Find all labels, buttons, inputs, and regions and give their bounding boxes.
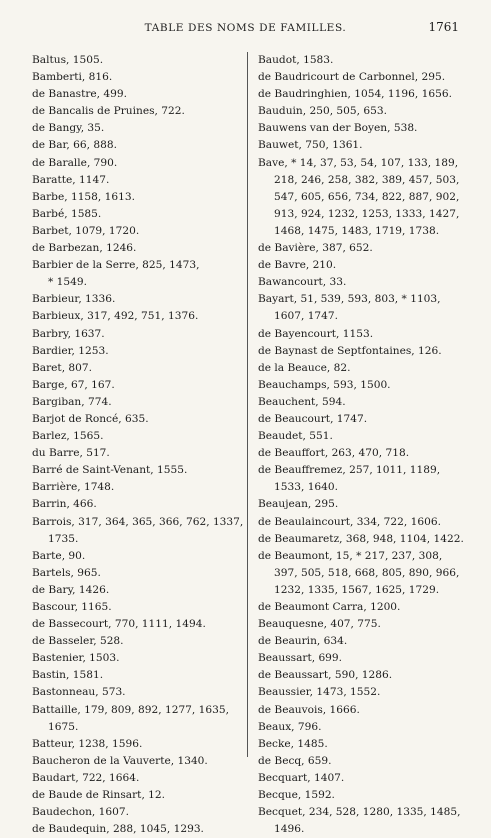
index-entry — [32, 599, 240, 616]
index-entry-line: de Baralle, 790. — [32, 156, 118, 169]
index-entry-line: de Bassecourt, 770, 1111, 1494. — [32, 618, 206, 631]
index-entry-line: Becke, 1485. — [258, 737, 328, 750]
index-entry — [32, 702, 240, 736]
index-entry-line: Baratte, 1147. — [32, 173, 110, 186]
index-entry — [32, 172, 240, 189]
index-entry — [258, 103, 464, 120]
index-entry — [258, 274, 464, 291]
index-entry — [258, 240, 464, 257]
index-entry-line: Beauchamps, 593, 1500. — [258, 378, 391, 391]
index-entry-line: Bauwet, 750, 1361. — [258, 139, 363, 152]
index-entry — [32, 548, 240, 565]
index-entry — [32, 103, 240, 120]
index-entry-continuation: 547, 605, 656, 734, 822, 887, 902, — [274, 190, 460, 203]
index-entry-line: Barré de Saint-Venant, 1555. — [32, 464, 188, 477]
index-entry-line: Barbet, 1079, 1720. — [32, 224, 140, 237]
index-entry-line: Barjot de Roncé, 635. — [32, 412, 149, 425]
index-entry-line: de Baudequin, 288, 1045, 1293. — [32, 823, 204, 836]
index-entry — [32, 69, 240, 86]
index-entry-line: Beaudet, 551. — [258, 430, 333, 443]
index-entry-line: Beaussart, 699. — [258, 652, 343, 665]
index-entry — [258, 770, 464, 787]
index-entry — [258, 462, 464, 496]
index-entry-line: de la Beauce, 82. — [258, 361, 351, 374]
index-entry-line: Becquet, 234, 528, 1280, 1335, 1485, — [258, 806, 461, 819]
index-entry-continuation: 218, 246, 258, 382, 389, 457, 503, — [274, 173, 460, 186]
column-divider — [247, 52, 248, 757]
index-entry — [258, 343, 464, 360]
index-entry-continuation: * 1549. — [48, 276, 87, 289]
index-entry-line: de Bar, 66, 888. — [32, 139, 117, 152]
index-entry — [258, 736, 464, 753]
index-entry — [32, 308, 240, 325]
index-entry-line: Bargiban, 774. — [32, 395, 112, 408]
index-entry — [32, 650, 240, 667]
index-entry-line: de Bary, 1426. — [32, 583, 110, 596]
index-entry — [258, 496, 464, 513]
index-entry — [258, 411, 464, 428]
index-entry — [32, 496, 240, 513]
index-entry-continuation: 1232, 1335, 1567, 1625, 1729. — [274, 583, 440, 596]
index-entry — [32, 684, 240, 701]
index-entry — [32, 736, 240, 753]
index-entry-continuation: 1533, 1640. — [274, 481, 339, 494]
index-entry — [258, 650, 464, 667]
index-entry-line: Beaujean, 295. — [258, 498, 339, 511]
index-entry-line: Barte, 90. — [32, 549, 86, 562]
index-entry — [32, 787, 240, 804]
index-entry — [32, 667, 240, 684]
index-entry-line: de Beaumaretz, 368, 948, 1104, 1422. — [258, 532, 464, 545]
index-entry — [32, 462, 240, 479]
index-entry — [258, 804, 464, 838]
index-entry — [32, 377, 240, 394]
index-entry — [32, 86, 240, 103]
index-entry-line: de Beauffort, 263, 470, 718. — [258, 447, 410, 460]
index-entry — [258, 120, 464, 137]
index-entry — [32, 804, 240, 821]
index-entry-line: Baudart, 722, 1664. — [32, 771, 140, 784]
index-entry — [258, 52, 464, 69]
index-entry-line: Baudechon, 1607. — [32, 806, 129, 819]
index-entry — [258, 377, 464, 394]
index-entry-line: de Bangy, 35. — [32, 122, 105, 135]
index-entry-line: de Beaumont, 15, * 217, 237, 308, — [258, 549, 443, 562]
index-entry — [32, 428, 240, 445]
index-entry-line: Barbier de la Serre, 825, 1473, — [32, 259, 200, 272]
index-entry-line: de Baudringhien, 1054, 1196, 1656. — [258, 88, 452, 101]
index-entry-line: Baret, 807. — [32, 361, 93, 374]
index-entry-line: Bastin, 1581. — [32, 669, 104, 682]
index-entry-line: Baucheron de la Vauverte, 1340. — [32, 754, 208, 767]
index-entry — [32, 753, 240, 770]
index-entry-line: de Beauvois, 1666. — [258, 703, 360, 716]
index-entry — [258, 548, 464, 599]
index-entry-line: Becque, 1592. — [258, 789, 335, 802]
index-entry — [258, 394, 464, 411]
index-entry-line: Barrière, 1748. — [32, 481, 115, 494]
index-entry — [258, 702, 464, 719]
index-entry-line: de Beaussart, 590, 1286. — [258, 669, 393, 682]
index-entry — [258, 86, 464, 103]
index-entry — [32, 514, 244, 548]
index-entry — [32, 394, 240, 411]
index-entry-line: Bawancourt, 33. — [258, 276, 347, 289]
index-entry — [32, 137, 240, 154]
index-entry-line: Bastenier, 1503. — [32, 652, 120, 665]
index-entry-continuation: 1735. — [48, 532, 79, 545]
index-entry-line: Barbieur, 1336. — [32, 293, 116, 306]
index-entry-line: Battaille, 179, 809, 892, 1277, 1635, — [32, 703, 229, 716]
index-entry-line: de Beaurin, 634. — [258, 635, 348, 648]
index-entry-line: Barbieux, 317, 492, 751, 1376. — [32, 310, 199, 323]
index-entry — [32, 770, 240, 787]
index-entry-line: de Baude de Rinsart, 12. — [32, 789, 166, 802]
index-entry-line: Bave, * 14, 37, 53, 54, 107, 133, 189, — [258, 156, 459, 169]
index-entry — [32, 326, 240, 343]
index-entry — [258, 257, 464, 274]
index-entry-line: Beauchent, 594. — [258, 395, 346, 408]
index-entry-continuation: 1496. — [274, 823, 305, 836]
index-entry-line: de Barbezan, 1246. — [32, 242, 137, 255]
index-entry-line: Bascour, 1165. — [32, 601, 112, 613]
page-title: TABLE DES NOMS DE FAMILLES. — [144, 22, 347, 34]
index-entry-continuation: 913, 924, 1232, 1253, 1333, 1427, — [274, 207, 460, 220]
index-entry-line: Barrin, 466. — [32, 498, 97, 511]
index-entry — [32, 52, 240, 69]
index-entry-line: de Beaulaincourt, 334, 722, 1606. — [258, 515, 441, 528]
index-entry — [258, 667, 464, 684]
index-entry — [32, 343, 240, 360]
index-entry — [258, 445, 464, 462]
index-entry-line: de Basseler, 528. — [32, 635, 124, 648]
index-entry-line: Bauwens van der Boyen, 538. — [258, 122, 418, 135]
index-entry — [258, 531, 464, 548]
left-index-column — [32, 52, 244, 838]
index-entry — [32, 360, 240, 377]
index-entry-line: de Beaumont Carra, 1200. — [258, 601, 401, 613]
index-entry — [32, 565, 240, 582]
index-entry-line: Bartels, 965. — [32, 566, 101, 579]
right-index-column — [258, 52, 464, 838]
index-entry — [32, 445, 240, 462]
index-entry-line: Bayart, 51, 539, 593, 803, * 1103, — [258, 293, 441, 306]
index-entry — [32, 411, 240, 428]
index-entry-line: Beaux, 796. — [258, 720, 322, 733]
index-entry-line: Becquart, 1407. — [258, 771, 345, 784]
index-entry — [258, 137, 464, 154]
index-entry — [258, 428, 464, 445]
index-entry — [32, 633, 240, 650]
index-entry-line: de Bavière, 387, 652. — [258, 242, 373, 255]
index-entry — [258, 69, 464, 86]
index-entry — [32, 206, 240, 223]
index-entry — [258, 155, 464, 240]
index-entry — [32, 223, 240, 240]
index-entry-continuation: 1675. — [48, 720, 79, 733]
index-entry — [32, 616, 240, 633]
index-entry-continuation: 397, 505, 518, 668, 805, 890, 966, — [274, 566, 460, 579]
index-entry — [32, 120, 240, 137]
index-entry — [32, 582, 240, 599]
page-number: 1761 — [428, 20, 459, 34]
index-entry-line: de Beauffremez, 257, 1011, 1189, — [258, 464, 441, 477]
index-entry — [32, 189, 240, 206]
page-header — [0, 18, 491, 38]
index-entry — [258, 326, 464, 343]
index-entry — [258, 787, 464, 804]
index-entry-line: Bamberti, 816. — [32, 71, 113, 84]
index-entry — [258, 360, 464, 377]
index-entry-line: de Baudricourt de Carbonnel, 295. — [258, 71, 446, 84]
index-entry — [32, 291, 240, 308]
index-entry-line: Bastonneau, 573. — [32, 686, 126, 699]
index-entry-line: de Bancalis de Pruines, 722. — [32, 105, 185, 118]
index-entry-continuation: 1607, 1747. — [274, 310, 339, 323]
index-entry-line: de Beaucourt, 1747. — [258, 412, 368, 425]
index-entry-line: Batteur, 1238, 1596. — [32, 737, 143, 750]
index-entry-line: Beaussier, 1473, 1552. — [258, 686, 381, 699]
index-entry — [32, 479, 240, 496]
index-entry-line: Barbry, 1637. — [32, 327, 105, 340]
index-entry-line: Baltus, 1505. — [32, 54, 104, 66]
index-entry — [258, 291, 464, 325]
index-entry-line: Baudot, 1583. — [258, 54, 334, 66]
index-entry-line: Barlez, 1565. — [32, 430, 104, 443]
index-entry-line: Bardier, 1253. — [32, 344, 109, 357]
index-entry — [258, 633, 464, 650]
index-entry-line: Beauquesne, 407, 775. — [258, 618, 381, 631]
index-entry — [258, 514, 464, 531]
index-entry-line: de Baynast de Septfontaines, 126. — [258, 344, 442, 357]
index-entry — [258, 719, 464, 736]
index-entry-continuation: 1468, 1475, 1483, 1719, 1738. — [274, 224, 440, 237]
index-entry-line: Barge, 67, 167. — [32, 378, 115, 391]
index-entry-line: de Banastre, 499. — [32, 88, 128, 101]
index-entry-line: de Bayencourt, 1153. — [258, 327, 374, 340]
index-entry — [32, 155, 240, 172]
index-entry-line: du Barre, 517. — [32, 447, 110, 460]
index-entry-line: Barrois, 317, 364, 365, 366, 762, 1337, — [32, 515, 244, 528]
index-entry-line: Barbé, 1585. — [32, 207, 102, 220]
index-entry — [32, 257, 240, 291]
index-entry-line: Barbe, 1158, 1613. — [32, 190, 135, 203]
index-entry — [258, 616, 464, 633]
index-entry — [32, 821, 240, 838]
index-entry-line: de Bavre, 210. — [258, 259, 337, 272]
index-entry — [258, 684, 464, 701]
index-entry — [258, 753, 464, 770]
index-entry-line: Bauduin, 250, 505, 653. — [258, 105, 387, 118]
index-entry — [32, 240, 240, 257]
index-entry — [258, 599, 464, 616]
index-entry-line: de Becq, 659. — [258, 754, 332, 767]
